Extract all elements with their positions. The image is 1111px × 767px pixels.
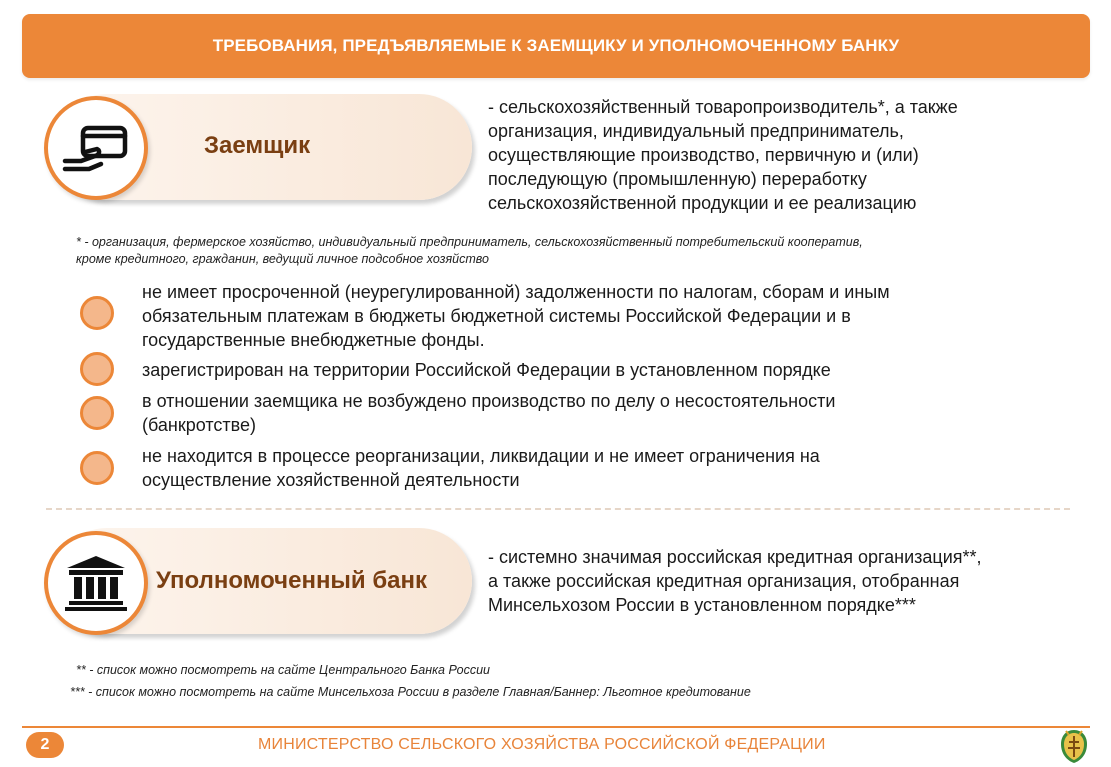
footnote-line: * - организация, фермерское хозяйство, индивидуальный предприниматель, сельскохозяйственный потребительский кооператив, bbox=[76, 235, 863, 249]
requirement-line: в отношении заемщика не возбуждено производство по делу о несостоятельности bbox=[142, 391, 836, 411]
ministry-emblem-icon bbox=[1056, 727, 1092, 765]
title-bar bbox=[22, 14, 1090, 78]
bank-description bbox=[488, 545, 1058, 617]
requirement-line: (банкротстве) bbox=[142, 415, 256, 435]
borrower-description-line: последующую (промышленную) переработку bbox=[488, 169, 867, 189]
borrower-description bbox=[488, 95, 1048, 215]
bank-building-icon bbox=[63, 554, 129, 612]
footnote-line: кроме кредитного, гражданин, ведущий личное подсобное хозяйство bbox=[76, 252, 489, 266]
requirement-item bbox=[142, 444, 1002, 492]
footer-ministry: МИНИСТЕРСТВО СЕЛЬСКОГО ХОЗЯЙСТВА РОССИЙСКОЙ ФЕДЕРАЦИИ bbox=[258, 736, 826, 753]
borrower-icon-circle bbox=[44, 96, 148, 200]
requirement-item bbox=[142, 358, 1002, 382]
requirement-item bbox=[142, 280, 1002, 352]
borrower-label: Заемщик bbox=[204, 132, 311, 159]
requirement-line: зарегистрирован на территории Российской Федерации в установленном порядке bbox=[142, 360, 831, 380]
requirement-line: не имеет просроченной (неурегулированной) задолженности по налогам, сборам и иным bbox=[142, 282, 890, 302]
footer-line bbox=[22, 726, 1090, 728]
borrower-footnote bbox=[76, 234, 1056, 268]
bullet-icon bbox=[80, 296, 114, 330]
hand-card-icon bbox=[61, 123, 131, 173]
requirement-line: обязательным платежам в бюджеты бюджетной системы Российской Федерации и в bbox=[142, 306, 851, 326]
bank-footnote-mcx: *** - список можно посмотреть на сайте Минсельхоза России в разделе Главная/Баннер: Льготное кредитование bbox=[70, 685, 751, 699]
requirement-item bbox=[142, 389, 1002, 437]
bank-description-line: а также российская кредитная организация, отобранная bbox=[488, 571, 960, 591]
page-title: ТРЕБОВАНИЯ, ПРЕДЪЯВЛЯЕМЫЕ К ЗАЕМЩИКУ И УПОЛНОМОЧЕННОМУ БАНКУ bbox=[212, 36, 900, 55]
bank-icon-circle bbox=[44, 531, 148, 635]
borrower-description-line: осуществляющие производство, первичную и (или) bbox=[488, 145, 919, 165]
borrower-description-line: организация, индивидуальный предприниматель, bbox=[488, 121, 904, 141]
requirement-line: не находится в процессе реорганизации, ликвидации и не имеет ограничения на bbox=[142, 446, 820, 466]
requirement-line: государственные внебюджетные фонды. bbox=[142, 330, 485, 350]
section-divider bbox=[46, 508, 1070, 510]
bank-description-line: Минсельхозом России в установленном порядке*** bbox=[488, 595, 916, 615]
bullet-icon bbox=[80, 352, 114, 386]
page-number-badge: 2 bbox=[26, 732, 64, 758]
bullet-icon bbox=[80, 396, 114, 430]
bank-footnote-cbr: ** - список можно посмотреть на сайте Центрального Банка России bbox=[76, 663, 491, 677]
bank-label: Уполномоченный банк bbox=[156, 567, 428, 594]
bank-description-line: - системно значимая российская кредитная организация**, bbox=[488, 547, 982, 567]
requirement-line: осуществление хозяйственной деятельности bbox=[142, 470, 520, 490]
bullet-icon bbox=[80, 451, 114, 485]
borrower-description-line: сельскохозяйственной продукции и ее реализацию bbox=[488, 193, 917, 213]
borrower-description-line: - сельскохозяйственный товаропроизводитель*, а также bbox=[488, 97, 958, 117]
